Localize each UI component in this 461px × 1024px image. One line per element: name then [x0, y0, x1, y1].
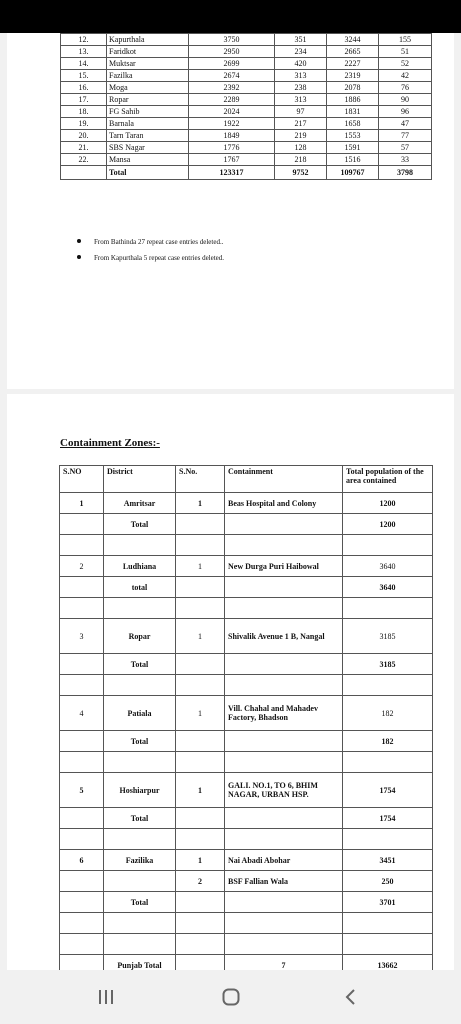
- value-cell: 420: [275, 58, 327, 70]
- total-row: [60, 808, 433, 829]
- value-cell: 42: [379, 70, 432, 82]
- serial-cell: [61, 166, 107, 180]
- district-cell: Amritsar: [104, 493, 176, 514]
- value-cell: 1849: [189, 130, 275, 142]
- empty-cell: [343, 752, 433, 773]
- value-cell: 2392: [189, 82, 275, 94]
- serial-cell: 1: [176, 493, 225, 514]
- empty-cell: [225, 514, 343, 535]
- total-label: Total: [104, 808, 176, 829]
- status-bar: [0, 0, 461, 33]
- empty-cell: [60, 514, 104, 535]
- serial-cell: 2: [60, 556, 104, 577]
- empty-cell: [225, 535, 343, 556]
- empty-cell: [60, 654, 104, 675]
- containment-cell: BSF Fallian Wala: [225, 871, 343, 892]
- back-icon[interactable]: [336, 983, 366, 1011]
- serial-cell: 21.: [61, 142, 107, 154]
- district-cell: Ropar: [104, 619, 176, 654]
- value-cell: 1658: [327, 118, 379, 130]
- value-cell: 47: [379, 118, 432, 130]
- total-label: total: [104, 577, 176, 598]
- value-cell: 52: [379, 58, 432, 70]
- empty-cell: [60, 934, 104, 955]
- empty-cell: [343, 934, 433, 955]
- serial-cell: 22.: [61, 154, 107, 166]
- containment-row: [60, 696, 433, 731]
- serial-cell: 16.: [61, 82, 107, 94]
- containment-cell: Nai Abadi Abohar: [225, 850, 343, 871]
- district-cell: Fazilka: [107, 70, 189, 82]
- containment-row: [60, 871, 433, 892]
- total-label: Total: [104, 654, 176, 675]
- serial-cell: 4: [60, 696, 104, 731]
- navigation-bar: [0, 970, 461, 1024]
- value-cell: 9752: [275, 166, 327, 180]
- empty-cell: [176, 913, 225, 934]
- header-cell: S.NO: [60, 466, 104, 493]
- total-row: [60, 577, 433, 598]
- value-cell: 2227: [327, 58, 379, 70]
- value-cell: 3798: [379, 166, 432, 180]
- empty-cell: [104, 675, 176, 696]
- blank-row: [60, 675, 433, 696]
- value-cell: 57: [379, 142, 432, 154]
- recent-apps-icon[interactable]: [91, 983, 121, 1011]
- serial-cell: 12.: [61, 34, 107, 46]
- empty-cell: [104, 535, 176, 556]
- containment-row: [60, 493, 433, 514]
- table-header-row: [60, 466, 433, 493]
- value-cell: 2950: [189, 46, 275, 58]
- empty-cell: [225, 934, 343, 955]
- empty-cell: [343, 675, 433, 696]
- empty-cell: [176, 731, 225, 752]
- total-row: [60, 514, 433, 535]
- total-label: Total: [107, 166, 189, 180]
- value-cell: 33: [379, 154, 432, 166]
- serial-cell: 1: [176, 850, 225, 871]
- value-cell: 77: [379, 130, 432, 142]
- district-cell: Kapurthala: [107, 34, 189, 46]
- value-cell: 128: [275, 142, 327, 154]
- empty-cell: [60, 675, 104, 696]
- empty-cell: [60, 752, 104, 773]
- serial-cell: 1: [176, 619, 225, 654]
- empty-cell: [343, 535, 433, 556]
- blank-row: [60, 598, 433, 619]
- population-cell: 1200: [343, 514, 433, 535]
- population-cell: 3451: [343, 850, 433, 871]
- blank-row: [60, 934, 433, 955]
- empty-cell: [60, 731, 104, 752]
- empty-cell: [225, 731, 343, 752]
- empty-cell: [225, 675, 343, 696]
- value-cell: 2665: [327, 46, 379, 58]
- empty-cell: [176, 535, 225, 556]
- empty-cell: [176, 598, 225, 619]
- population-cell: 3185: [343, 654, 433, 675]
- serial-cell: 13.: [61, 46, 107, 58]
- empty-cell: [104, 598, 176, 619]
- containment-cell: New Durga Puri Haibowal: [225, 556, 343, 577]
- header-cell: District: [104, 466, 176, 493]
- note-item: From Kapurthala 5 repeat case entries deleted.: [73, 254, 224, 262]
- value-cell: 123317: [189, 166, 275, 180]
- empty-cell: [176, 514, 225, 535]
- empty-cell: [176, 577, 225, 598]
- population-cell: 250: [343, 871, 433, 892]
- value-cell: 1922: [189, 118, 275, 130]
- district-cell: Patiala: [104, 696, 176, 731]
- total-label: Total: [104, 892, 176, 913]
- notes-list: [73, 238, 224, 270]
- empty-cell: [343, 829, 433, 850]
- value-cell: 238: [275, 82, 327, 94]
- value-cell: 2699: [189, 58, 275, 70]
- empty-cell: [60, 598, 104, 619]
- total-label: Total: [104, 731, 176, 752]
- containment-zones-table: [59, 465, 433, 976]
- value-cell: 1886: [327, 94, 379, 106]
- value-cell: 351: [275, 34, 327, 46]
- serial-cell: 20.: [61, 130, 107, 142]
- serial-cell: 2: [176, 871, 225, 892]
- serial-cell: 1: [176, 556, 225, 577]
- value-cell: 2289: [189, 94, 275, 106]
- population-cell: 3701: [343, 892, 433, 913]
- home-icon[interactable]: [216, 983, 246, 1011]
- value-cell: 2674: [189, 70, 275, 82]
- district-cell: Faridkot: [107, 46, 189, 58]
- empty-cell: [225, 913, 343, 934]
- population-cell: 3640: [343, 577, 433, 598]
- containment-cell: Vill. Chahal and Mahadev Factory, Bhadson: [225, 696, 343, 731]
- table-row: [61, 118, 432, 130]
- empty-cell: [60, 808, 104, 829]
- document-page: [7, 33, 454, 389]
- empty-cell: [176, 829, 225, 850]
- header-cell: Containment: [225, 466, 343, 493]
- containment-row: [60, 619, 433, 654]
- empty-cell: [176, 808, 225, 829]
- value-cell: 1591: [327, 142, 379, 154]
- district-cases-table: [60, 33, 432, 180]
- empty-cell: [176, 654, 225, 675]
- district-cell: FG Sahib: [107, 106, 189, 118]
- serial-cell: 15.: [61, 70, 107, 82]
- value-cell: 2319: [327, 70, 379, 82]
- value-cell: 1553: [327, 130, 379, 142]
- serial-cell: 6: [60, 850, 104, 871]
- population-cell: 1200: [343, 493, 433, 514]
- header-cell: S.No.: [176, 466, 225, 493]
- empty-cell: [104, 752, 176, 773]
- district-cell: SBS Nagar: [107, 142, 189, 154]
- containment-zones-heading: Containment Zones:-: [60, 437, 160, 449]
- district-cell: Hoshiarpur: [104, 773, 176, 808]
- zone-count-cell: 7: [225, 955, 343, 976]
- empty-cell: [104, 934, 176, 955]
- header-cell: Total population of the area contained: [343, 466, 433, 493]
- serial-cell: 5: [60, 773, 104, 808]
- district-cell: Ropar: [107, 94, 189, 106]
- population-cell: 1754: [343, 808, 433, 829]
- value-cell: 217: [275, 118, 327, 130]
- value-cell: 234: [275, 46, 327, 58]
- value-cell: 3750: [189, 34, 275, 46]
- empty-cell: [104, 913, 176, 934]
- blank-row: [60, 752, 433, 773]
- blank-row: [60, 829, 433, 850]
- value-cell: 2078: [327, 82, 379, 94]
- total-row: [60, 654, 433, 675]
- empty-cell: [225, 577, 343, 598]
- empty-cell: [176, 892, 225, 913]
- population-cell: 182: [343, 731, 433, 752]
- value-cell: 3244: [327, 34, 379, 46]
- value-cell: 218: [275, 154, 327, 166]
- district-cell: Ludhiana: [104, 556, 176, 577]
- serial-cell: 1: [60, 493, 104, 514]
- value-cell: 155: [379, 34, 432, 46]
- containment-row: [60, 773, 433, 808]
- table-row: [61, 94, 432, 106]
- total-row: [61, 166, 432, 180]
- population-cell: 182: [343, 696, 433, 731]
- value-cell: 51: [379, 46, 432, 58]
- value-cell: 1776: [189, 142, 275, 154]
- empty-cell: [225, 808, 343, 829]
- serial-cell: [60, 871, 104, 892]
- empty-cell: [343, 913, 433, 934]
- containment-cell: Beas Hospital and Colony: [225, 493, 343, 514]
- district-cell: Muktsar: [107, 58, 189, 70]
- table-row: [61, 154, 432, 166]
- value-cell: 1767: [189, 154, 275, 166]
- empty-cell: [60, 535, 104, 556]
- population-cell: 1754: [343, 773, 433, 808]
- containment-cell: GALI. NO.1, TO 6, BHIM NAGAR, URBAN HSP.: [225, 773, 343, 808]
- empty-cell: [225, 752, 343, 773]
- empty-cell: [60, 913, 104, 934]
- serial-cell: 1: [176, 696, 225, 731]
- value-cell: 1831: [327, 106, 379, 118]
- district-cell: Tarn Taran: [107, 130, 189, 142]
- containment-row: [60, 556, 433, 577]
- empty-cell: [60, 829, 104, 850]
- empty-cell: [225, 892, 343, 913]
- value-cell: 96: [379, 106, 432, 118]
- serial-cell: 3: [60, 619, 104, 654]
- total-label: Total: [104, 514, 176, 535]
- note-item: From Bathinda 27 repeat case entries deleted..: [73, 238, 224, 246]
- population-cell: 3185: [343, 619, 433, 654]
- table-row: [61, 82, 432, 94]
- table-row: [61, 130, 432, 142]
- empty-cell: [343, 598, 433, 619]
- population-cell: 13662: [343, 955, 433, 976]
- table-row: [61, 106, 432, 118]
- serial-cell: 17.: [61, 94, 107, 106]
- serial-cell: 18.: [61, 106, 107, 118]
- empty-cell: [60, 892, 104, 913]
- empty-cell: [225, 654, 343, 675]
- empty-cell: [60, 577, 104, 598]
- empty-cell: [176, 675, 225, 696]
- value-cell: 313: [275, 70, 327, 82]
- value-cell: 97: [275, 106, 327, 118]
- district-cell: Moga: [107, 82, 189, 94]
- empty-cell: [225, 829, 343, 850]
- serial-cell: 14.: [61, 58, 107, 70]
- containment-cell: Shivalik Avenue 1 B, Nangal: [225, 619, 343, 654]
- value-cell: 109767: [327, 166, 379, 180]
- total-row: [60, 731, 433, 752]
- district-cell: Barnala: [107, 118, 189, 130]
- total-row: [60, 892, 433, 913]
- blank-row: [60, 535, 433, 556]
- table-row: [61, 46, 432, 58]
- table-row: [61, 70, 432, 82]
- empty-cell: [176, 934, 225, 955]
- blank-row: [60, 913, 433, 934]
- value-cell: 76: [379, 82, 432, 94]
- empty-cell: [225, 598, 343, 619]
- document-page: [7, 394, 454, 970]
- value-cell: 1516: [327, 154, 379, 166]
- district-cell: [104, 871, 176, 892]
- table-row: [61, 58, 432, 70]
- value-cell: 313: [275, 94, 327, 106]
- district-cell: Fazilika: [104, 850, 176, 871]
- value-cell: 2024: [189, 106, 275, 118]
- table-row: [61, 34, 432, 46]
- empty-cell: [176, 752, 225, 773]
- value-cell: 90: [379, 94, 432, 106]
- population-cell: 3640: [343, 556, 433, 577]
- empty-cell: [104, 829, 176, 850]
- serial-cell: 19.: [61, 118, 107, 130]
- grand-total-label: Punjab Total: [104, 955, 176, 976]
- serial-cell: 1: [176, 773, 225, 808]
- containment-row: [60, 850, 433, 871]
- value-cell: 219: [275, 130, 327, 142]
- table-row: [61, 142, 432, 154]
- district-cell: Mansa: [107, 154, 189, 166]
